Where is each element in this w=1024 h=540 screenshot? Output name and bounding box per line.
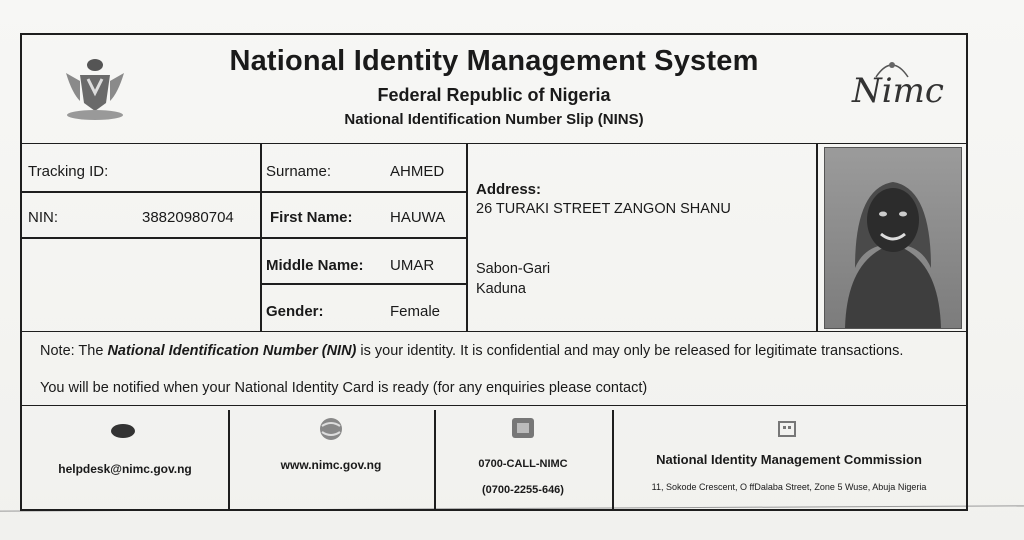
phone-text-1: 0700-CALL-NIMC — [478, 458, 568, 470]
phone-contact — [434, 406, 612, 510]
note-emphasis: National Identification Number (NIN) — [107, 343, 357, 359]
email-contact — [22, 406, 228, 510]
divider — [22, 191, 260, 193]
contact-footer — [22, 405, 966, 510]
identity-details — [22, 143, 966, 332]
slip-header — [22, 35, 966, 144]
nimc-logo-text: Nimc — [852, 71, 944, 111]
republic-subtitle: Federal Republic of Nigeria — [377, 85, 611, 105]
tracking-id-label: Tracking ID: — [28, 163, 109, 180]
website-text: www.nimc.gov.ng — [280, 458, 382, 472]
surname-value: AHMED — [390, 163, 445, 180]
address-label: Address: — [476, 181, 542, 198]
note-suffix: is your identity. It is confidential and may only be released for legitimate transactions. — [356, 343, 904, 359]
org-address: 11, Sokode Crescent, O ffDalaba Street, Zone 5 Wuse, Abuja Nigeria — [651, 482, 927, 492]
passport-photo — [824, 147, 962, 329]
org-name: National Identity Management Commission — [656, 452, 922, 467]
nin-value: 38820980704 — [142, 209, 234, 226]
phone-text-2: (0700-2255-646) — [482, 484, 564, 496]
confidentiality-note — [40, 343, 903, 359]
email-text: helpdesk@nimc.gov.ng — [58, 462, 192, 476]
divider — [260, 283, 466, 285]
divider — [260, 237, 466, 239]
divider — [260, 191, 466, 193]
office-contact — [612, 406, 966, 510]
notification-note: You will be notified when your National Identity Card is ready (for any enquiries please contact) — [40, 380, 648, 396]
nin-slip — [20, 33, 968, 511]
website-contact — [228, 406, 434, 510]
building-icon — [776, 418, 798, 438]
nimc-logo — [842, 57, 942, 121]
person-photo-icon — [825, 148, 961, 328]
first-name-label: First Name: — [270, 209, 353, 226]
first-name-value: HAUWA — [390, 209, 446, 226]
note-prefix: Note: The — [40, 343, 108, 359]
system-title: National Identity Management System — [229, 45, 759, 77]
surname-label: Surname: — [266, 163, 332, 180]
divider — [466, 143, 468, 331]
mouse-icon — [108, 420, 138, 442]
address-line-3: Kaduna — [476, 281, 526, 297]
divider — [816, 143, 818, 331]
gender-label: Gender: — [266, 303, 324, 320]
address-line-1: 26 TURAKI STREET ZANGON SHANU — [476, 201, 731, 217]
address-line-2: Sabon-Gari — [476, 261, 551, 277]
nin-label: NIN: — [28, 209, 58, 226]
middle-name-label: Middle Name: — [266, 257, 364, 274]
phone-icon — [510, 416, 536, 440]
slip-title: National Identification Number Slip (NINS) — [344, 111, 644, 128]
divider — [22, 237, 260, 239]
gender-value: Female — [390, 303, 441, 320]
middle-name-value: UMAR — [390, 257, 435, 274]
globe-icon — [318, 416, 344, 442]
